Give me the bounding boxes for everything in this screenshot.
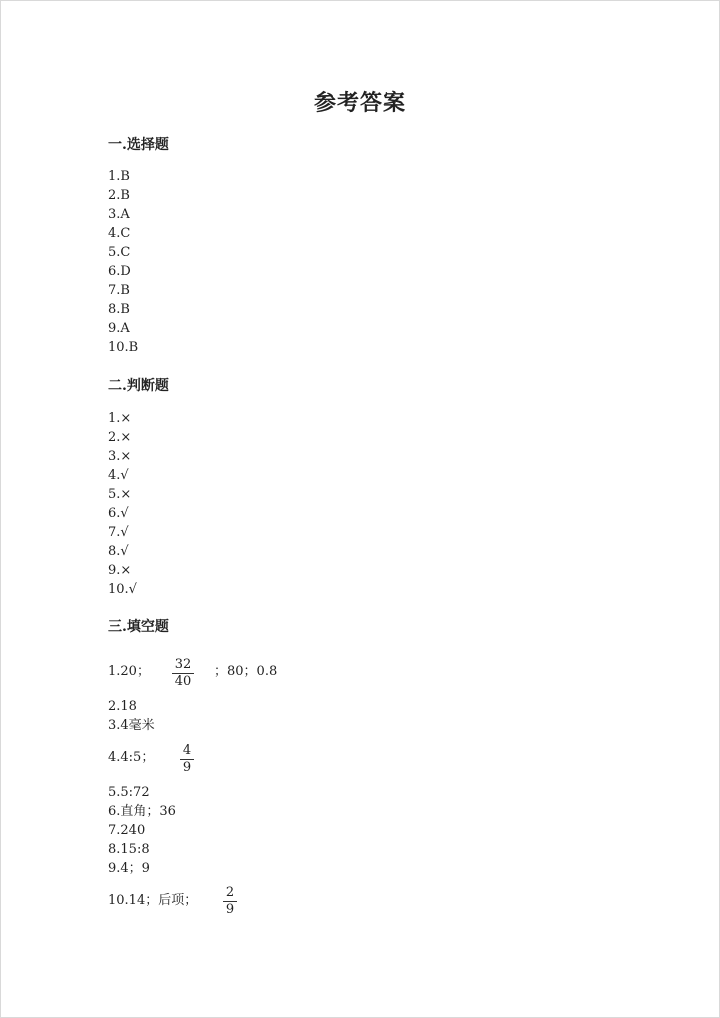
judge-answer-9: 9.× xyxy=(108,563,132,578)
judge-answer-5: 5.× xyxy=(108,487,132,502)
fill-answer-8: 8.15:8 xyxy=(108,842,150,857)
fraction-denominator: 9 xyxy=(225,902,235,917)
judge-answer-7: 7.√ xyxy=(108,525,129,540)
judge-answer-2: 2.× xyxy=(108,430,132,445)
choice-answer-8: 8.B xyxy=(108,302,130,317)
judge-answer-8: 8.√ xyxy=(108,544,129,559)
fill-answer-4-prefix: 4.4:5； xyxy=(108,750,155,765)
fraction-4-9 xyxy=(180,744,194,775)
judge-answer-1: 1.× xyxy=(108,411,132,426)
fraction-32-40 xyxy=(172,658,194,689)
section-heading-judge: 二.判断题 xyxy=(108,378,169,394)
section-heading-fill: 三.填空题 xyxy=(108,619,169,635)
fill-answer-3: 3.4毫米 xyxy=(108,718,155,733)
fill-answer-7: 7.240 xyxy=(108,823,146,838)
judge-answer-6: 6.√ xyxy=(108,506,129,521)
fill-answer-6: 6.直角；36 xyxy=(108,804,176,819)
fill-answer-2: 2.18 xyxy=(108,699,137,714)
choice-answer-1: 1.B xyxy=(108,169,130,184)
choice-answer-3: 3.A xyxy=(108,207,130,222)
fraction-denominator: 40 xyxy=(174,674,192,689)
choice-answer-4: 4.C xyxy=(108,226,131,241)
fill-answer-9: 9.4；9 xyxy=(108,861,150,876)
fill-answer-5: 5.5:72 xyxy=(108,785,150,800)
fill-answer-10-prefix: 10.14；后项； xyxy=(108,893,198,908)
fill-answer-1-prefix: 1.20； xyxy=(108,664,150,679)
fraction-numerator: 2 xyxy=(225,885,235,900)
fill-answer-1-suffix: ；80；0.8 xyxy=(214,664,278,679)
choice-answer-10: 10.B xyxy=(108,340,139,355)
choice-answer-7: 7.B xyxy=(108,283,130,298)
choice-answer-2: 2.B xyxy=(108,188,130,203)
choice-answer-9: 9.A xyxy=(108,321,130,336)
fraction-numerator: 4 xyxy=(182,743,192,758)
fraction-2-9 xyxy=(223,886,237,917)
fraction-numerator: 32 xyxy=(174,657,192,672)
judge-answer-10: 10.√ xyxy=(108,582,137,597)
choice-answer-6: 6.D xyxy=(108,264,131,279)
fraction-denominator: 9 xyxy=(182,760,192,775)
page-title: 参考答案 xyxy=(313,90,406,116)
choice-answer-5: 5.C xyxy=(108,245,131,260)
section-heading-choice: 一.选择题 xyxy=(108,137,169,153)
judge-answer-3: 3.× xyxy=(108,449,132,464)
judge-answer-4: 4.√ xyxy=(108,468,129,483)
